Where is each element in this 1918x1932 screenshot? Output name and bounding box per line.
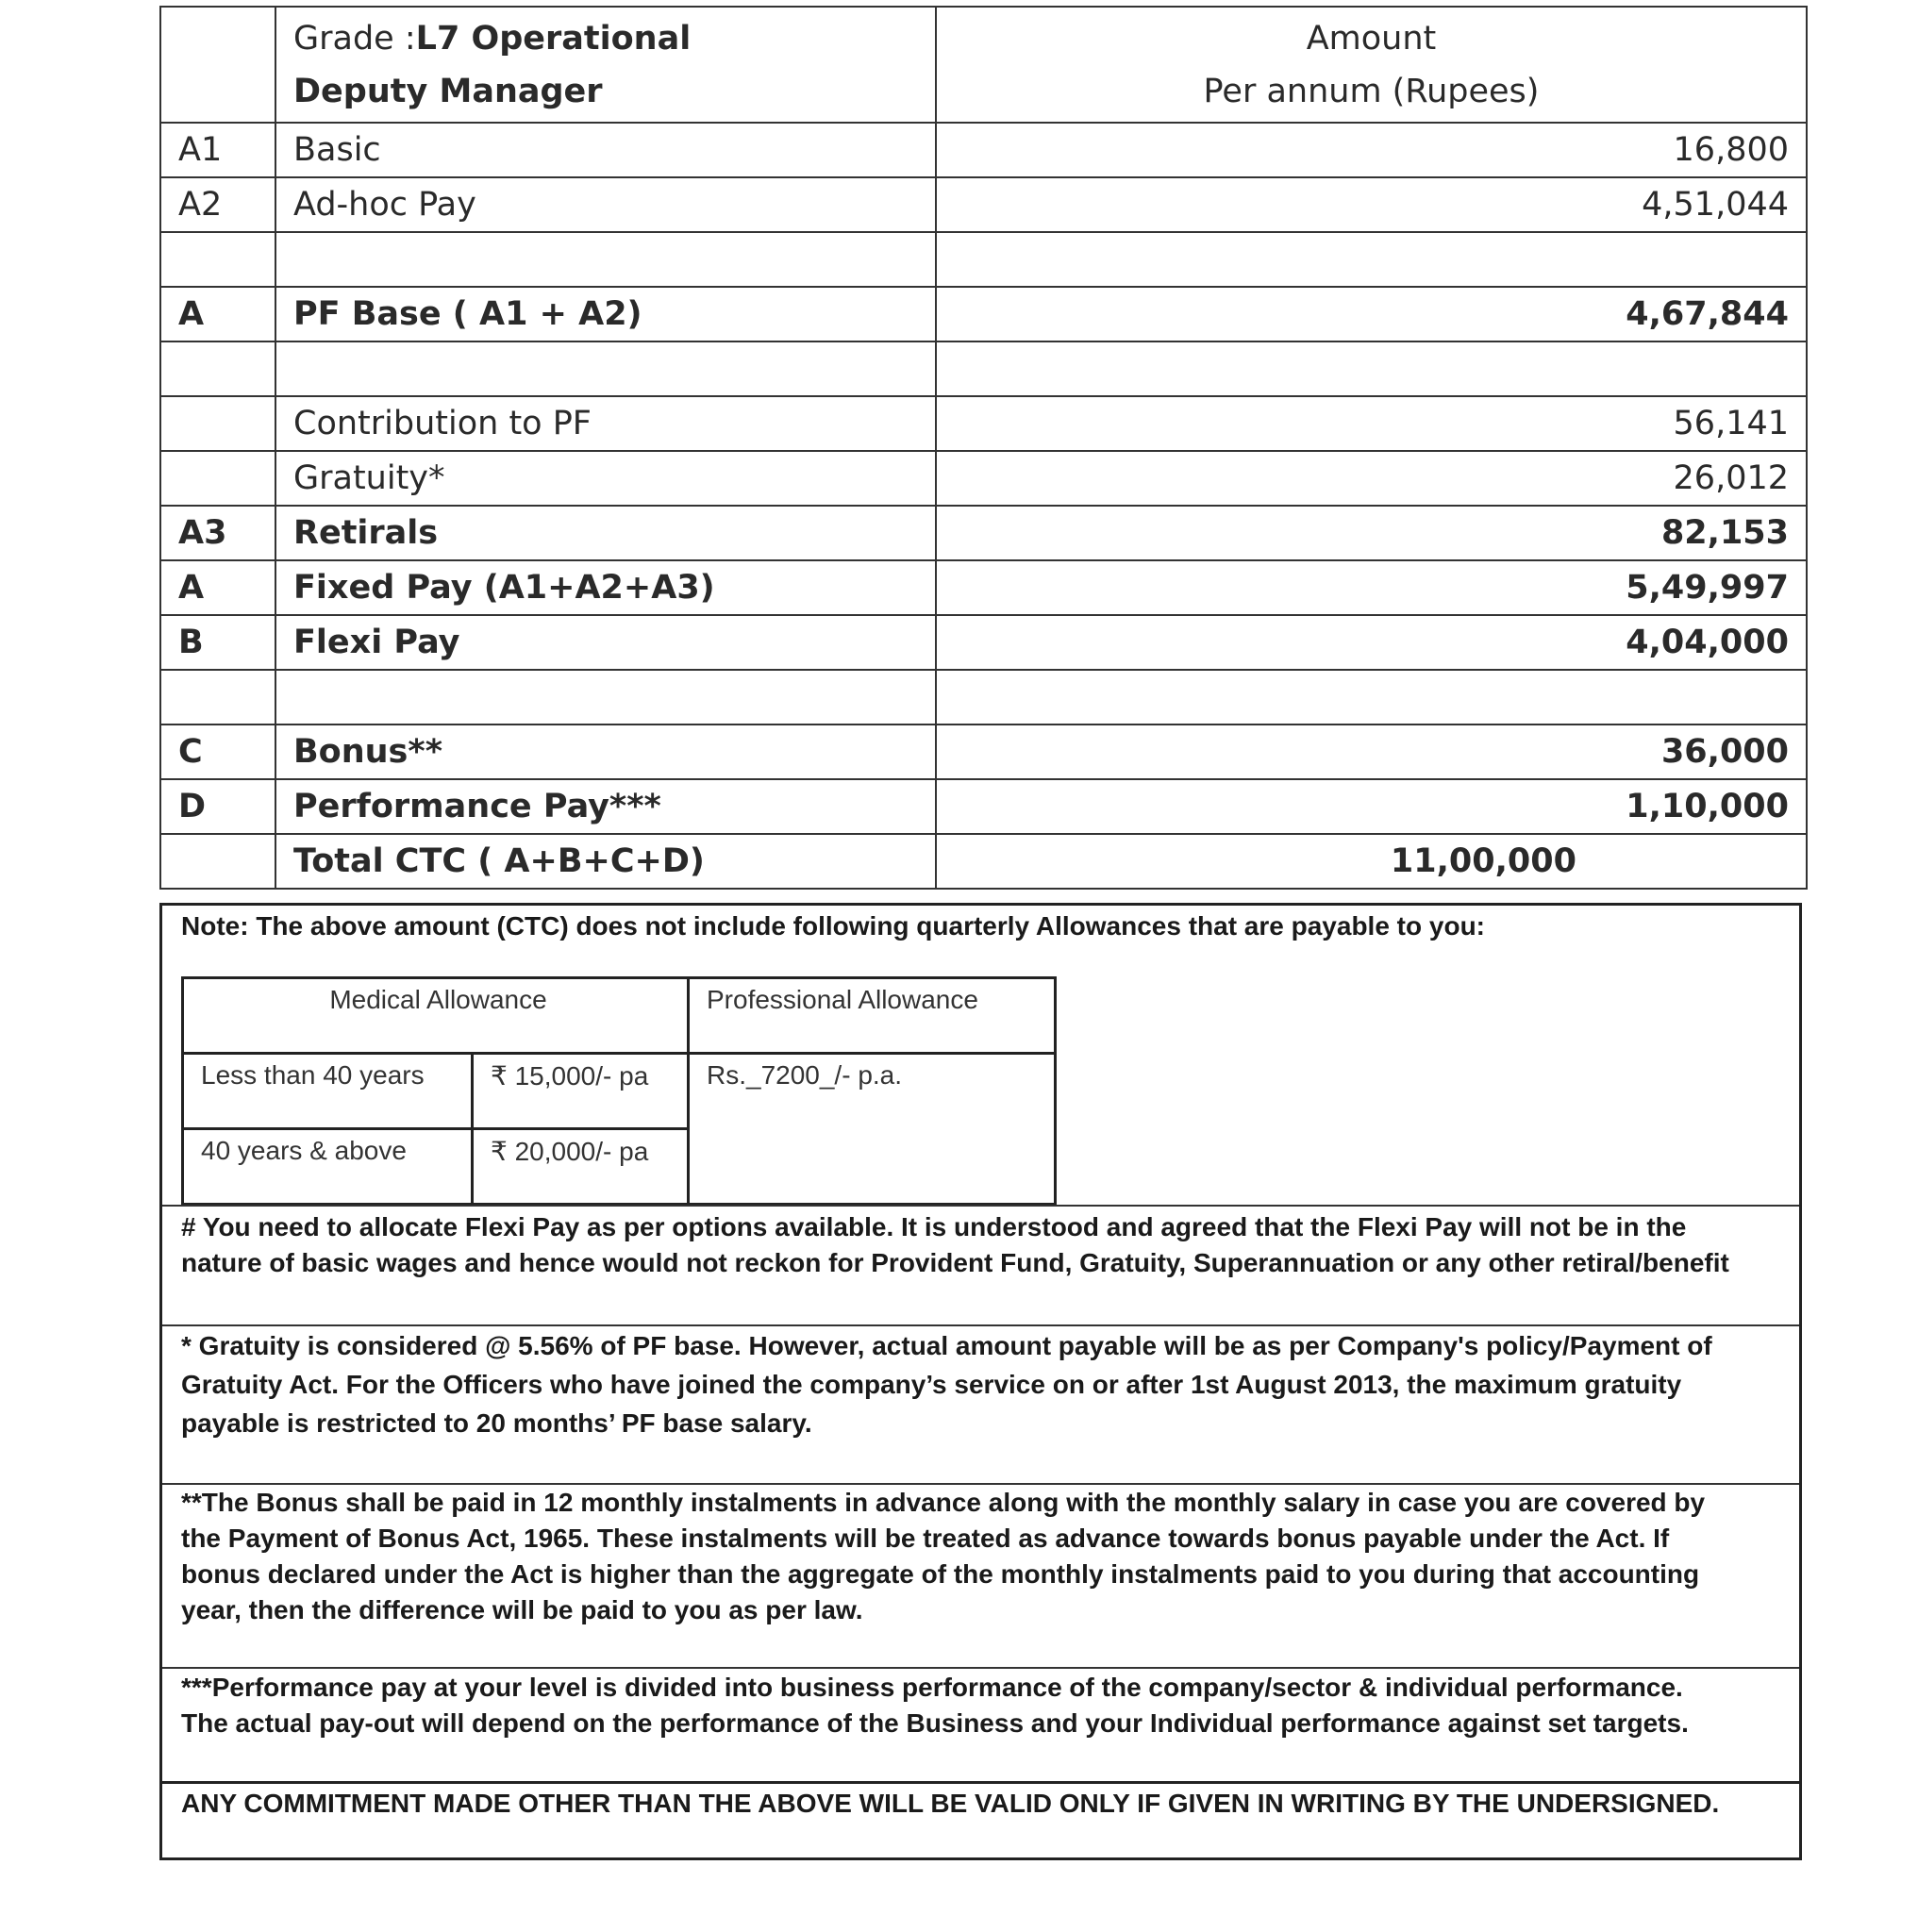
ctc-row: [160, 779, 1807, 834]
ctc-row: [160, 506, 1807, 560]
ctc-row: [160, 341, 1807, 396]
row-code: D: [160, 779, 275, 834]
row-label: Ad-hoc Pay: [275, 177, 936, 232]
note-line: Gratuity Act. For the Officers who have joined the company’s service on or after 1st August 2013, the maximum gratuity: [181, 1370, 1682, 1399]
grade-value: L7 Operational: [415, 19, 692, 58]
note-line: * Gratuity is considered @ 5.56% of PF base. However, actual amount payable will be as per Company's policy/Payment of: [181, 1331, 1712, 1360]
row-code: A3: [160, 506, 275, 560]
header-code-cell: [160, 7, 275, 123]
row-code: [160, 396, 275, 451]
row-code: A: [160, 560, 275, 615]
allowance-age: Less than 40 years: [183, 1054, 473, 1129]
flexi-pay-note: [181, 1209, 1729, 1281]
note-line: # You need to allocate Flexi Pay as per options available. It is understood and agreed that the Flexi Pay will not be in the: [181, 1212, 1687, 1241]
note-intro: Note: The above amount (CTC) does not include following quarterly Allowances that are payable to you:: [181, 911, 1485, 941]
row-code: [160, 670, 275, 724]
row-amount: 1,10,000: [936, 779, 1807, 834]
ctc-row: [160, 451, 1807, 506]
row-code: [160, 232, 275, 287]
row-label: Fixed Pay (A1+A2+A3): [275, 560, 936, 615]
allowance-amount: ₹ 15,000/- pa: [473, 1054, 689, 1129]
allowance-amount: ₹ 20,000/- pa: [473, 1129, 689, 1205]
row-amount: [936, 232, 1807, 287]
row-label: Performance Pay***: [275, 779, 936, 834]
allowance-row: [183, 1054, 1056, 1129]
row-amount: 26,012: [936, 451, 1807, 506]
note-line: ***Performance pay at your level is divided into business performance of the company/sector & individual performance.: [181, 1673, 1683, 1702]
note-line: The actual pay-out will depend on the performance of the Business and your Individual performance against set targets.: [181, 1708, 1689, 1738]
professional-allowance-value: Rs._7200_/- p.a.: [689, 1054, 1056, 1205]
allowance-age: 40 years & above: [183, 1129, 473, 1205]
total-label: Total CTC ( A+B+C+D): [275, 834, 936, 889]
ctc-rows: [160, 123, 1807, 834]
ctc-row: [160, 615, 1807, 670]
row-label: [275, 670, 936, 724]
row-amount: [936, 341, 1807, 396]
divider: [162, 1667, 1799, 1669]
ctc-row: [160, 287, 1807, 341]
gratuity-note: [181, 1326, 1712, 1442]
header-grade-cell: [275, 7, 936, 123]
professional-allowance-header: Professional Allowance: [689, 978, 1056, 1054]
header-amount-cell: [936, 7, 1807, 123]
row-amount: 5,49,997: [936, 560, 1807, 615]
ctc-row: [160, 560, 1807, 615]
performance-pay-note: [181, 1670, 1689, 1741]
note-line: the Payment of Bonus Act, 1965. These instalments will be treated as advance towards bonus payable under the Act. If: [181, 1524, 1670, 1553]
ctc-row: [160, 724, 1807, 779]
allowances-table: [181, 976, 1057, 1206]
row-label: [275, 232, 936, 287]
row-amount: 56,141: [936, 396, 1807, 451]
designation: Deputy Manager: [293, 72, 603, 110]
note-line: payable is restricted to 20 months’ PF base salary.: [181, 1408, 812, 1438]
row-code: [160, 451, 275, 506]
row-code: B: [160, 615, 275, 670]
total-row: [160, 834, 1807, 889]
notes-box: [159, 903, 1802, 1860]
ctc-row: [160, 232, 1807, 287]
row-amount: 16,800: [936, 123, 1807, 177]
note-line: nature of basic wages and hence would not reckon for Provident Fund, Gratuity, Superannuation or any other retiral/benefit: [181, 1248, 1729, 1277]
row-amount: 36,000: [936, 724, 1807, 779]
row-code: A1: [160, 123, 275, 177]
row-label: [275, 341, 936, 396]
grade-line: [293, 12, 918, 65]
row-label: Gratuity*: [275, 451, 936, 506]
note-line: bonus declared under the Act is higher than the aggregate of the monthly instalments paid to you during that accounting: [181, 1559, 1700, 1589]
ctc-table: [159, 6, 1808, 890]
amount-header-line1: Amount: [1306, 19, 1437, 58]
ctc-row: [160, 177, 1807, 232]
row-amount: 4,51,044: [936, 177, 1807, 232]
total-amount: 11,00,000: [936, 834, 1807, 889]
medical-allowance-header: Medical Allowance: [183, 978, 689, 1054]
row-amount: 82,153: [936, 506, 1807, 560]
allowances-header-row: [183, 978, 1056, 1054]
row-amount: [936, 670, 1807, 724]
ctc-header-row: [160, 7, 1807, 123]
note-line: year, then the difference will be paid to you as per law.: [181, 1595, 863, 1624]
grade-prefix: Grade :: [293, 19, 416, 58]
row-code: A: [160, 287, 275, 341]
row-amount: 4,67,844: [936, 287, 1807, 341]
row-code: [160, 341, 275, 396]
total-code: [160, 834, 275, 889]
note-line: **The Bonus shall be paid in 12 monthly instalments in advance along with the monthly salary in case you are covered by: [181, 1488, 1706, 1517]
row-code: C: [160, 724, 275, 779]
ctc-row: [160, 123, 1807, 177]
row-code: A2: [160, 177, 275, 232]
bonus-note: [181, 1485, 1705, 1628]
row-label: PF Base ( A1 + A2): [275, 287, 936, 341]
commitment-note: ANY COMMITMENT MADE OTHER THAN THE ABOVE WILL BE VALID ONLY IF GIVEN IN WRITING BY THE UNDERSIGNED.: [181, 1789, 1720, 1818]
row-label: Contribution to PF: [275, 396, 936, 451]
divider: [162, 1205, 1799, 1207]
row-label: Bonus**: [275, 724, 936, 779]
row-label: Basic: [275, 123, 936, 177]
ctc-row: [160, 396, 1807, 451]
row-amount: 4,04,000: [936, 615, 1807, 670]
ctc-row: [160, 670, 1807, 724]
row-label: Flexi Pay: [275, 615, 936, 670]
amount-header-line2: Per annum (Rupees): [1203, 72, 1540, 110]
row-label: Retirals: [275, 506, 936, 560]
